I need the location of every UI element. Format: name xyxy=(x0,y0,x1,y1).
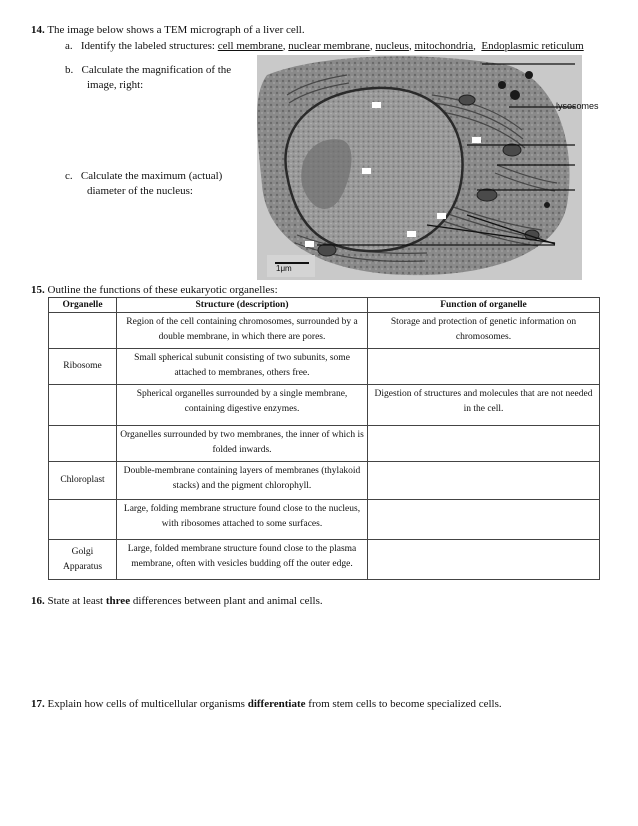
header-organelle: Organelle xyxy=(49,298,117,313)
organelle-cell: Chloroplast xyxy=(49,462,117,500)
q14c-letter: c. xyxy=(65,170,73,182)
structure-cell: Region of the cell containing chromosomes, surrounded by a double membrane, in which there are pores. xyxy=(117,313,368,349)
q16-answer-area[interactable] xyxy=(31,612,606,692)
structure-cell: Small spherical subunit consisting of two subunits, some attached to membranes, others free. xyxy=(117,349,368,385)
q15-text: Outline the functions of these eukaryotic organelles: xyxy=(47,284,278,296)
q15-prompt xyxy=(31,284,278,296)
organelle-table xyxy=(48,297,600,580)
organelle-cell: Ribosome xyxy=(49,349,117,385)
q14-text: The image below shows a TEM micrograph of a liver cell. xyxy=(47,24,305,36)
structure-cell: Large, folding membrane structure found close to the nucleus, with ribosomes attached to some surfaces. xyxy=(117,500,368,540)
scale-bar-label: 1μm xyxy=(276,264,292,273)
q17-prompt xyxy=(31,698,502,710)
organelle-cell[interactable] xyxy=(49,426,117,462)
organelle-cell[interactable] xyxy=(49,385,117,426)
function-cell[interactable] xyxy=(368,500,600,540)
q14b-line2: image, right: xyxy=(87,79,144,91)
table-row xyxy=(49,462,600,500)
term-mitochondria: mitochondria xyxy=(414,40,474,52)
structure-cell: Large, folded membrane structure found close to the plasma membrane, often with vesicles budding off the outer edge. xyxy=(117,540,368,580)
table-row xyxy=(49,349,600,385)
q16-pre: State at least xyxy=(47,595,104,607)
q16-post: differences between plant and animal cells. xyxy=(132,595,323,607)
q14b xyxy=(65,63,231,93)
table-row xyxy=(49,313,600,349)
q17-pre: Explain how cells of multicellular organisms xyxy=(47,698,245,710)
q14-number: 14. xyxy=(31,24,45,36)
structure-cell: Organelles surrounded by two membranes, the inner of which is folded inwards. xyxy=(117,426,368,462)
q16-number: 16. xyxy=(31,595,45,607)
term-nuclear-membrane: nuclear membrane xyxy=(288,40,370,52)
term-nucleus: nucleus xyxy=(375,40,409,52)
term-endoplasmic-reticulum: Endoplasmic reticulum xyxy=(481,40,584,52)
organelle-cell[interactable] xyxy=(49,500,117,540)
q15-number: 15. xyxy=(31,284,45,296)
q14c xyxy=(65,169,222,199)
function-cell[interactable] xyxy=(368,540,600,580)
table-row xyxy=(49,426,600,462)
header-structure: Structure (description) xyxy=(117,298,368,313)
table-row xyxy=(49,540,600,580)
organelle-cell: Golgi Apparatus xyxy=(49,540,117,580)
header-function: Function of organelle xyxy=(368,298,600,313)
q16-prompt xyxy=(31,595,323,607)
q16-bold: three xyxy=(105,595,131,607)
q14b-letter: b. xyxy=(65,64,74,76)
q14a-letter: a. xyxy=(65,40,73,52)
q14c-line2: diameter of the nucleus: xyxy=(87,185,193,197)
q14a-text: Identify the labeled structures: xyxy=(80,40,215,52)
tem-micrograph xyxy=(257,55,582,280)
q17-bold: differentiate xyxy=(247,698,306,710)
term-cell-membrane: cell membrane xyxy=(217,40,283,52)
function-cell[interactable] xyxy=(368,426,600,462)
q17-number: 17. xyxy=(31,698,45,710)
q14c-line1: Calculate the maximum (actual) xyxy=(80,170,223,182)
table-row xyxy=(49,500,600,540)
function-cell: Digestion of structures and molecules that are not needed in the cell. xyxy=(368,385,600,426)
structure-cell: Double-membrane containing layers of membranes (thylakoid stacks) and the pigment chlorophyll. xyxy=(117,462,368,500)
q17-answer-area[interactable] xyxy=(31,716,606,816)
function-cell[interactable] xyxy=(368,349,600,385)
table-row xyxy=(49,385,600,426)
function-cell[interactable] xyxy=(368,462,600,500)
organelle-cell[interactable] xyxy=(49,313,117,349)
q14a: a. Identify the labeled structures: cell membrane, nuclear membrane, nucleus, mitochondria, Endoplasmic reticulum xyxy=(65,40,584,52)
structure-cell: Spherical organelles surrounded by a single membrane, containing digestive enzymes. xyxy=(117,385,368,426)
function-cell[interactable]: Storage and protection of genetic information on chromosomes. xyxy=(368,313,600,349)
table-header-row xyxy=(49,298,600,313)
lysosomes-label: lysosomes xyxy=(556,101,599,111)
q14-prompt xyxy=(31,24,305,36)
q17-post: from stem cells to become specialized cells. xyxy=(308,698,502,710)
q14b-line1: Calculate the magnification of the xyxy=(81,64,232,76)
